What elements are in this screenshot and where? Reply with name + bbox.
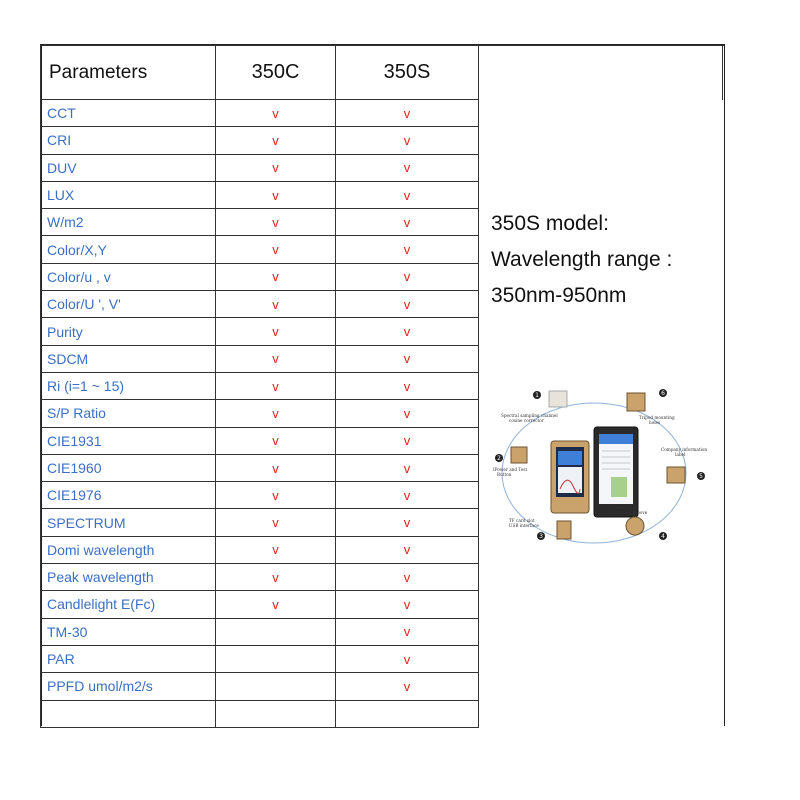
parameter-name: Color/u , v [41,263,216,290]
check-350c: v [216,536,336,563]
check-350s: v [336,482,479,509]
table-row [41,345,723,372]
check-350c [216,700,336,727]
parameter-name: PPFD umol/m2/s [41,673,216,700]
parameter-name: DUV [41,154,216,181]
check-350c: v [216,427,336,454]
parameter-table [40,45,723,728]
label-strap: wrist strap [615,505,639,510]
side-panel [479,46,723,540]
label-power: IPower and Test [493,467,528,472]
model-note [491,206,672,314]
parameter-name: Color/X,Y [41,236,216,263]
parameter-name: LUX [41,181,216,208]
table-row [41,318,723,345]
table-row [41,618,723,645]
label-usb: TF card slot [509,518,535,523]
table-row [41,673,723,700]
label-sensor: Spectral sampling channel [501,413,558,418]
parameter-name: Peak wavelength [41,564,216,591]
check-350c: v [216,591,336,618]
check-350s: v [336,345,479,372]
callout-3: 3 [539,533,543,540]
check-350s: v [336,591,479,618]
check-350c: v [216,154,336,181]
check-350s: v [336,673,479,700]
check-350s: v [336,536,479,563]
check-350s: v [336,618,479,645]
table-row [41,154,723,181]
parameter-name: CIE1960 [41,454,216,481]
parameter-name: CIE1931 [41,427,216,454]
table-row [41,564,723,591]
table-row [41,127,723,154]
thumb-usb [557,521,571,539]
device-350c [551,441,589,513]
check-350s: v [336,318,479,345]
check-350c: v [216,400,336,427]
check-350c: v [216,482,336,509]
parameter-name: SDCM [41,345,216,372]
check-350s: v [336,181,479,208]
check-350c [216,645,336,672]
check-350c: v [216,209,336,236]
parameter-name: CCT [41,100,216,127]
parameter-name: Color/U ', V' [41,291,216,318]
note-line-3: 350nm-950nm [491,284,627,307]
table-header-row [41,46,723,100]
table-row [41,100,723,127]
device-diagram [489,381,714,561]
parameter-name: S/P Ratio [41,400,216,427]
parameter-name: Ri (i=1 ~ 15) [41,372,216,399]
parameter-name: SPECTRUM [41,509,216,536]
parameter-name: Candlelight E(Fc) [41,591,216,618]
callout-6: 6 [661,390,665,397]
check-350s: v [336,454,479,481]
check-350s: v [336,236,479,263]
check-350s: v [336,645,479,672]
check-350c: v [216,318,336,345]
callout-5: 5 [699,473,703,480]
label-sensor-2: cosine corrector [509,418,544,423]
check-350c: v [216,564,336,591]
thumb-sensor [549,391,567,407]
check-350c: v [216,100,336,127]
table-row [41,700,723,727]
table-row [41,181,723,208]
check-350c [216,618,336,645]
label-tripod: Tripod mounting [639,415,675,420]
check-350s: v [336,127,479,154]
check-350c: v [216,345,336,372]
check-350s: v [336,372,479,399]
parameter-name [41,700,216,727]
callout-2: 2 [497,455,501,462]
check-350c: v [216,236,336,263]
check-350s: v [336,209,479,236]
check-350c: v [216,291,336,318]
header-parameters: Parameters [41,46,216,100]
thumb-tripod [627,393,645,411]
note-line-1: 350S model: [491,212,609,235]
check-350c: v [216,509,336,536]
note-line-2: Wavelength range : [491,248,673,271]
callout-1: 1 [535,392,539,399]
parameter-name: CIE1976 [41,482,216,509]
check-350s: v [336,427,479,454]
check-350c: v [216,454,336,481]
check-350s: v [336,291,479,318]
check-350c: v [216,127,336,154]
label-tripod-2: holes [649,420,661,425]
thumb-power [511,447,527,463]
parameter-name: CRI [41,127,216,154]
table-row [41,591,723,618]
header-350s: 350S [336,46,479,100]
label-company: Company information [661,447,708,452]
header-350c: 350C [216,46,336,100]
parameter-name: PAR [41,645,216,672]
device-350s [594,427,638,517]
thumb-label [667,467,685,483]
check-350s [336,700,479,727]
parameter-name: Purity [41,318,216,345]
label-company-2: label [675,452,686,457]
table-row [41,645,723,672]
label-strap-2: mounting groove [611,510,648,515]
parameter-name: Domi wavelength [41,536,216,563]
check-350s: v [336,154,479,181]
check-350s: v [336,509,479,536]
check-350s: v [336,400,479,427]
thumb-strap [626,517,644,535]
check-350s: v [336,564,479,591]
label-power-2: Button [497,472,512,477]
check-350c: v [216,372,336,399]
parameter-name: TM-30 [41,618,216,645]
check-350s: v [336,100,479,127]
parameter-name: W/m2 [41,209,216,236]
check-350c: v [216,181,336,208]
label-usb-2: USB interface [509,523,539,528]
check-350c: v [216,263,336,290]
check-350c [216,673,336,700]
check-350s: v [336,263,479,290]
callout-4: 4 [661,533,665,540]
